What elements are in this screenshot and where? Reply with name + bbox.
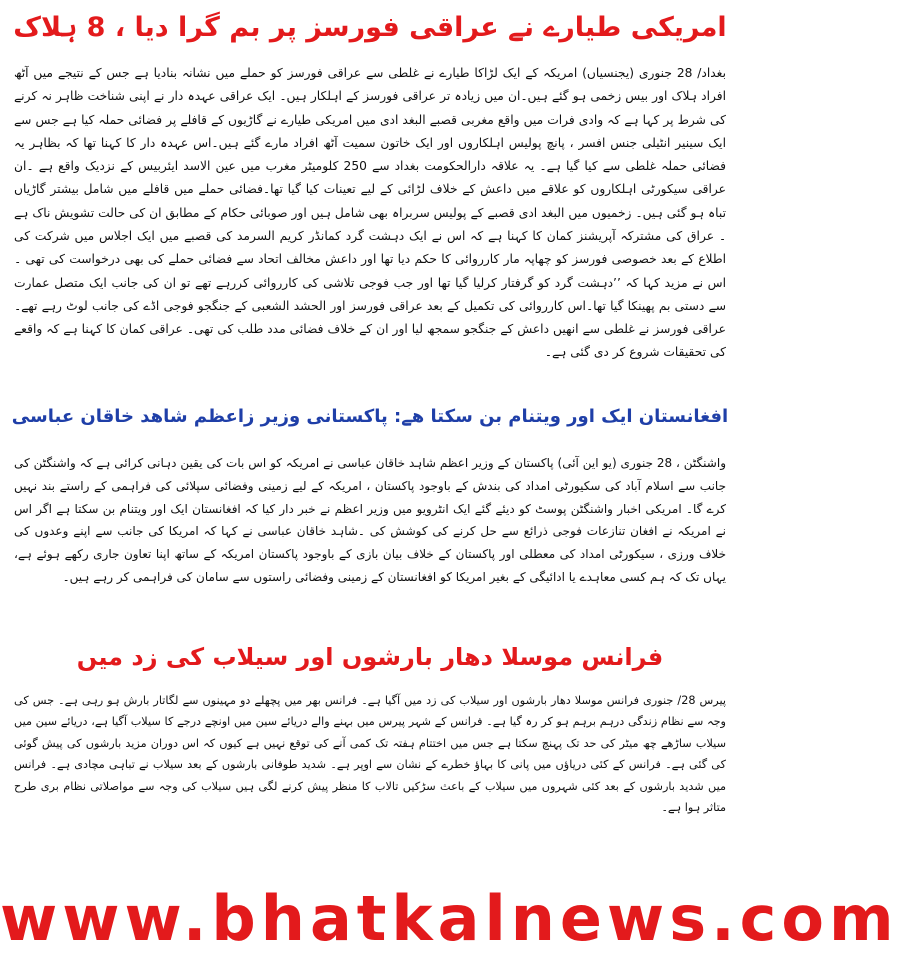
article-2-headline: افغانستان ایک اور ویتنام بن سکتا ھے: پاکستانی وزیر زاعظم شاھد خاقان عباسی — [11, 406, 729, 427]
article-1-headline: امریکی طیارے نے عراقی فورسز پر بم گرا دیا ، 8 ہلاک — [13, 12, 727, 43]
website-watermark: www.bhatkalnews.com — [0, 882, 899, 955]
article-3-headline: فرانس موسلا دھار بارشوں اور سیلاب کی زد میں — [76, 643, 664, 671]
article-3-body: پیرس 28/ جنوری فرانس موسلا دھار بارشوں اور سیلاب کی زد میں آگیا ہے۔ فرانس بھر میں پچھلے دو مہینوں سے لگاتار بارش ہو رہی ہے۔ جس کی وجہ سے نظام زندگی درہم برہم ہو کر رہ گیا ہے۔ فرانس کے شہر پیرس میں بہنے والے دریائے سین میں اونچے درجے کا سیلاب آگیا ہے، دریائے سین میں سیلاب ساڑھے چھ میٹر کی حد تک پہنچ سکتا ہے جس میں اختتام ہفتہ تک کمی آنے کی توقع نہیں ہے کیوں کہ اس دوران مزید بارشوں کی پیش گوئی کی گئی ہے۔ فرانس کے کئی دریاؤں میں پانی کا بہاؤ خطرے کے نشان سے اوپر ہے۔ شدید طوفانی بارشوں کے بعد سیلاب نے تباہی مچادی ہے۔ فرانس میں شدید بارشوں کے بعد کئی شہروں میں سیلاب کے باعث سڑکیں تالاب کا منظر پیش کرنے لگی ہیں سیلاب کی وجہ سے مواصلاتی نظام بری طرح متاثر ہوا ہے۔ — [14, 694, 726, 814]
article-1-body: بغداد/ 28 جنوری (یجنسیاں) امریکہ کے ایک لڑاکا طیارے نے غلطی سے عراقی فورسز کو حملے میں نشانہ بنادیا ہے جس کے نتیجے میں آٹھ افراد ہلاک اور بیس زخمی ہو گئے ہیں۔ان میں زیادہ تر عراقی فورسز کے اہلکار ہیں۔ ایک عراقی عہدہ دار نے اپنی شناخت ظاہر نہ کرنے کی شرط پر کہا ہے کہ وادی فرات میں واقع مغربی قصبے البغد ادی میں امریکی طیارے نے گاڑیوں کے قافلے پر فضائی حملہ کیا ہے جس سے ایک سینیر انٹیلی جنس افسر ، پانچ پولیس اہلکاروں اور ایک خاتون سمیت آٹھ افراد مارے گئے ہیں۔اس عہدہ دار کا کہنا تھا کہ بظاہر یہ فضائی حملہ غلطی سے کیا گیا ہے۔ یہ علاقہ دارالحکومت بغداد سے 250 کلومیٹر مغرب میں عین الاسد ایئربیس کے نزدیک واقع ہے ۔ان عراقی سیکورٹی اہلکاروں کو علاقے میں داعش کے خلاف لڑائی کے لیے تعینات کیا گیا تھا۔فضائی حملے میں قافلے میں شامل بیشتر گاڑیاں تباہ ہو گئی ہیں۔ زخمیوں میں البغد ادی قصبے کے پولیس سربراہ بھی شامل ہیں اور صوبائی حکام کے مطابق ان کی حالت تشویش ناک ہے ۔ عراق کی مشترکہ آپریشنز کمان کا کہنا ہے کہ اس نے ایک دہشت گرد کمانڈر کریم السرمد کی قصبے میں ایک اجلاس میں شرکت کی اطلاع کے بعد خصوصی فورسز کو چھاپہ مار کارروائی کا حکم دیا تھا اور داعش مخالف اتحاد سے فضائی حملے کی بھی درخواست کی تھی ۔اس نے مزید کہا کہ ’’دہشت گرد کو گرفتار کرلیا گیا تھا اور جب فوجی تلاشی کی کارروائی کررہے تھے تو ان کی جانب ایک متصل عمارت سے دستی بم پھینکا گیا تھا۔اس کارروائی کی تکمیل کے بعد عراقی فورسز اور الحشد الشعبی کے جنگجو فوجی اڈے کی جانب لوٹ رہے تھے۔ عراقی فورسز نے غلطی سے انھیں داعش کے جنگجو سمجھ لیا اور ان کے خلاف فضائی مدد طلب کی تھی۔ عراقی کمان کا کہنا ہے کہ واقعے کی تحقیقات شروع کر دی گئی ہے۔ — [14, 66, 726, 360]
article-2-body: واشنگٹن ، 28 جنوری (یو این آئی) پاکستان کے وزیر اعظم شاہد خاقان عباسی نے امریکہ کو اس بات کی یقین دہانی کرائی ہے کہ واشنگٹن کی جانب سے اسلام آباد کی سکیورٹی امداد کی بندش کے باوجود پاکستان ، امریکہ کے لیے زمینی وفضائی سپلائی کی فراہمی کے راستے بند نہیں کرے گا۔ امریکی اخبار واشنگٹن پوسٹ کو دیئے گئے ایک انٹرویو میں وزیر اعظم نے خبر دار کیا کہ افغانستان ایک اور ویتنام بن سکتا ہے اگر اس نے امریکہ نے افغان تنازعات فوجی ذرائع سے حل کرنے کی کوشش کی ۔شاہد خاقان عباسی نے کہا کہ امریکا کی جانب سے اپنے وعدوں کی خلاف ورزی ، سیکورٹی امداد کی معطلی اور پاکستان کے خلاف بیان بازی کے باوجود پاکستان امریکہ کے ساتھ اپنا تعاون جاری رکھے ہوئے ہے، یہاں تک کہ ہم کسی معاہدے یا ادائیگی کے بغیر امریکا کو افغانستان کے زمینی وفضائی راستوں سے سامان کی فراہمی کر رہے ہیں۔ — [14, 456, 726, 584]
